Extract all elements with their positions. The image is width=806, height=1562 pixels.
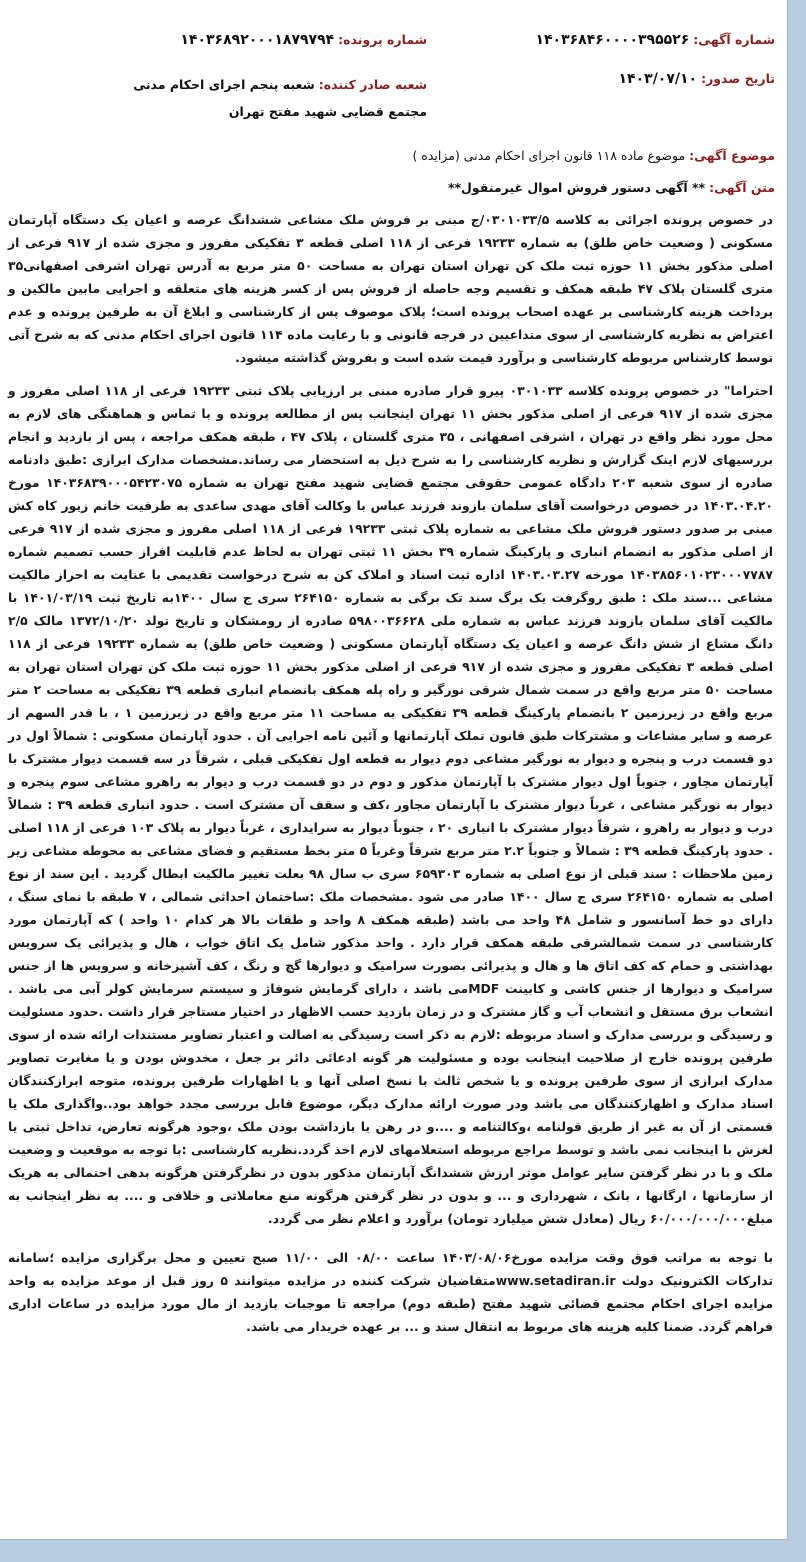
- case-number-label: شماره پرونده:: [338, 32, 427, 47]
- body-paragraph-1: در خصوص پرونده اجرائی به کلاسه ۰۳۰۱۰۳۳/۵/ج مبنی بر فروش ملک مشاعی ششدانگ عرصه و اعیان یک دستگاه آپارتمان مسکونی ( وضعیت خاص طلق) به شماره ۱۹۲۳۳ فرعی از ۱۱۸ اصلی قطعه ۳ تفکیکی مفروز و مجزی شده از ۹۱۷ فرعی از اصلی مذکور بخش ۱۱ حوزه ثبت ملک کن تهران استان تهران به مساحت ۵۰ متر مربع به آدرس تهران اشرفی اصفهانی۳۵ متری گلستان پلاک ۴۷ طبقه همکف و تقسیم وجه حاصله از فروش پس از کسر هزینه های متعلقه و اجرایی مابین مالکین و پرداخت هزینه کارشناسی بر عهده اصحاب پرونده است؛ پلاک موصوف پس از کارشناسی و ابلاغ آن به طرفین پرونده و عدم اعتراض به نظریه کارشناسی از سوی متداعیین در فرجه قانونی و با رعایت ماده ۱۱۴ قانون اجرای احکام مدنی که به شرح آتی توسط کارشناس مربوطه کارشناسی و برآورد قیمت شده است و بفروش گذاشته میشود.: [8, 212, 774, 365]
- body-paragraph-3: با توجه به مراتب فوق وقت مزایده مورخ۱۴۰۳/۰۸/۰۶ ساعت ۰۸/۰۰ الی ۱۱/۰۰ صبح تعیین و محل برگزاری مزایده ؛سامانه تدارکات الکترونیک دولت www.setadiran.irمتقاضیان شرکت کننده در مزایده میتوانند ۵ روز قبل از موعد مزایده به واحد مزایده اجرای احکام مجتمع قضائی شهید مفتح (طبقه دوم) مراجعه تا موجبات بازدید از مال مورد مزایده در ساعات اداری فراهم گردد. ضمنا کلیه هزینه های مربوط به انتقال سند و ... بر عهده خریدار می باشد.: [8, 1250, 774, 1334]
- issuer-value: شعبه پنجم اجرای احکام مدنی مجتمع قضایی شهید مفتح تهران: [133, 77, 427, 119]
- ad-number-field: [535, 32, 775, 48]
- ad-text-line: [448, 180, 775, 195]
- subject-value: موضوع ماده ۱۱۸ قانون اجرای احکام مدنی (مزایده ): [412, 148, 686, 163]
- ad-text-title: ** آگهی دستور فروش اموال غیرمنقول**: [447, 180, 706, 195]
- notice-body: [8, 208, 773, 1348]
- case-number-value: ۱۴۰۳۶۸۹۲۰۰۰۱۸۷۹۷۹۴: [180, 32, 335, 48]
- issuer-label: شعبه صادر کننده:: [318, 77, 427, 92]
- ad-number-label: شماره آگهی:: [693, 32, 775, 47]
- subject-label: موضوع آگهی:: [689, 148, 775, 163]
- issue-date-label: تاریخ صدور:: [701, 71, 775, 86]
- issue-date-value: ۱۴۰۳/۰۷/۱۰: [618, 71, 698, 87]
- ad-number-value: ۱۴۰۳۶۸۴۶۰۰۰۰۳۹۵۵۲۶: [535, 32, 690, 48]
- issuer-field: [97, 71, 427, 125]
- body-paragraph-2: احتراما" در خصوص پرونده کلاسه ۰۳۰۱۰۳۳ پیرو قرار صادره مبنی بر ارزیابی پلاک ثبتی ۱۹۲۳۳ فرعی از ۱۱۸ اصلی مفروز و مجزی شده از ۹۱۷ فرعی از اصلی مذکور بخش ۱۱ تهران اینجانب پس از مطالعه پرونده و با تماس و هماهنگی های لازم به محل مورد نظر واقع در تهران ، اشرفی اصفهانی ، ۳۵ متری گلستان ، پلاک ۴۷ ، طبقه همکف مراجعه ، پس از بازدید و انجام بررسیهای لازم اینک گزارش و نظریه کارشناسی را به شرح ذیل به استحضار می رساند.مشخصات مدارک ابرازی :طبق دادنامه صادره از سوی شعبه ۲۰۳ دادگاه عمومی حقوقی مجتمع قضایی شهید مفتح تهران به شماره ۱۴۰۳۶۸۳۹۰۰۰۵۴۲۳۰۷۵ مورخ ۱۴۰۳.۰۴.۲۰ در خصوص درخواست آقای سلمان بازوند فرزند عباس با وکالت آقای مهدی ساعدی به طرفیت خانم زیور کاه کش مبنی بر صدور دستور فروش ملک مشاعی به شماره پلاک ثبتی ۱۹۲۳۳ فرعی از ۱۱۸ اصلی مفروز و مجزی شده از ۹۱۷ فرعی از اصلی مذکور به انضمام انباری و پارکینگ شماره ۳۹ بخش ۱۱ ثبتی تهران به لحاظ عدم قابلیت افراز حسب تصمیم شماره ۱۴۰۳۸۵۶۰۱۰۲۳۰۰۰۷۷۸۷ مورخه ۱۴۰۳.۰۳.۲۷ اداره ثبت اسناد و املاک کن به شرح درخواست تقدیمی با عنایت به احراز مالکیت مشاعی ...سند ملک : طبق روگرفت یک برگ سند تک برگی به شماره ۲۶۴۱۵۰ سری ج سال ۱۴۰۰به تاریخ ثبت ۱۴۰۱/۰۳/۱۹ با مالکیت آقای سلمان بازوند فرزند عباس به شماره ملی ۵۹۸۰۰۳۶۶۲۸ صادره از رومشکان و تاریخ تولد ۱۳۷۲/۱۰/۲۰ مالک ۲/۵ دانگ مشاع از شش دانگ عرصه و اعیان یک دستگاه آپارتمان مسکونی ( وضعیت خاص طلق) به شماره ۱۹۲۳۳ فرعی از ۱۱۸ اصلی قطعه ۳ تفکیکی مفروز و مجزی شده از ۹۱۷ فرعی از اصلی مذکور بخش ۱۱ حوزه ثبت ملک کن تهران استان تهران به مساحت ۵۰ متر مربع واقع در سمت شمال شرقی نورگیر و راه پله همکف بانضمام انباری قطعه ۳۹ تفکیکی به مساحت ۲ متر مربع واقع در زیرزمین ۲ بانضمام پارکینگ قطعه ۳۹ تفکیکی به مساحت ۱۱ متر مربع واقع در زیرزمین ۱ ، با قدر السهم از عرصه و سایر مشاعات و مشترکات طبق قانون تملک آپارتمانها و آئین نامه اجرایی آن . حدود آپارتمان مسکونی : شمالاً اول در دو قسمت درب و پنجره و دیوار به نورگیر مشاعی دوم دیوار به قطعه اول تفکیکی قبلی ، شرقاً در سه قسمت دیوار مشترک با آپارتمان مجاور ، جنوباً اول دیوار مشترک با آپارتمان مذکور و دوم در دو قسمت درب و دیوار به راهرو مشاعی سوم پنجره و دیوار به نورگیر مشاعی ، غرباً دیوار مشترک با آپارتمان مجاور ،کف و سقف آن مشترک است . حدود انباری قطعه ۳۹ : شمالاً درب و دیوار به راهرو ، شرقاً دیوار مشترک با انباری ۲۰ ، جنوباً دیوار به سرایداری ، غرباً دیوار به پلاک ۱۰۳ فرعی از ۱۱۸ اصلی . حدود پارکینگ قطعه ۳۹ : شمالاً و جنوباً ۲.۲ متر مربع شرقاً وغرباً ۵ متر بخط مستقیم و فضای مشاعی به محوطه مشاعی زیر زمین ملاحظات : سند قبلی از نوع اصلی به شماره ۶۵۹۳۰۳ سری ب سال ۹۸ بعلت تغییر مالکیت ابطال گردید . این سند از نوع اصلی به شماره ۲۶۴۱۵۰ سری ج سال ۱۴۰۰ صادر می شود .مشخصات ملک :ساختمان احداثی شمالی ، ۷ طبقه با نمای سنگ ، دارای دو خط آسانسور و شامل ۴۸ واحد می باشد (طبقه همکف ۸ واحد و طقات بالا هر کدام ۱۰ واحد ) که آپارتمان مورد کارشناسی در سمت شمالشرقی طبقه همکف قرار دارد . واحد مذکور شامل یک اتاق خواب ، هال و پذیرائی یک سرویس بهداشتی و حمام که کف اتاق ها و هال و پذیرائی بصورت سرامیک و دیوارها گچ و رنگ ، کف آشپزخانه و سرویس ها از جنس سرامیک و دیوارها از جنس کاشی و کابینت MDFمی باشد ، دارای گرمایش شوفاژ و سیستم سرمایش کولر آبی می باشد . انشعاب برق مستقل و انشعاب آب و گاز مشترک و در زمان بازدید حسب الاظهار در اختیار مستاجر قرار داشت .حدود مسئولیت و رسیدگی و بررسی مدارک و اسناد مربوطه :لازم به ذکر است رسیدگی به اصالت و اعتبار تصاویر مستندات ارائه شده از سوی طرفین پرونده خارج از صلاحیت اینجانب بوده و مسئولیت هر گونه ادعائی دائر بر جعل ، مخدوش بودن و یا مغایرت تصاویر مدارک ابرازی از سوی طرفین پرونده و یا شخص ثالث با نسخ اصلی آنها و یا اظهارات طرفین پرونده، متوجه ابرازکنندگان اسناد مدارک و اظهارکنندگان می باشد ودر صورت ارائه مدارک دیگر، موضوع قابل بررسی مجدد خواهد بود..واگذاری ملک یا قسمتی از آن به غیر از طریق قولنامه ،وکالتنامه و ....و در رهن یا بازداشت بودن ملک ،وجود هرگونه تعارض، تداخل ثبتی یا لغزش با اینجانب نمی باشد و توسط مراجع مربوطه استعلامهای لازم اخذ گردد.نظریه کارشناسی :با توجه به موقعیت و وضعیت ملک و با در نظر گرفتن سایر عوامل موثر ارزش ششدانگ آپارتمان مذکور بدون در نظرگرفتن هرگونه بدهی احتمالی به هریک از سازمانها ، ارگانها ، بانک ، شهرداری و ... و بدون در نظر گرفتن هرگونه منع معاملاتی و خلافی و .... به نظر اینجانب به مبلغ۶۰/۰۰۰/۰۰۰/۰۰۰ ریال (معادل شش میلیارد تومان) برآورد و اعلام نظر می گردد.: [8, 383, 774, 1226]
- subject-line: [412, 148, 775, 163]
- case-number-field: [180, 32, 427, 48]
- ad-text-label: متن آگهی:: [709, 180, 775, 195]
- issue-date-field: [619, 71, 775, 87]
